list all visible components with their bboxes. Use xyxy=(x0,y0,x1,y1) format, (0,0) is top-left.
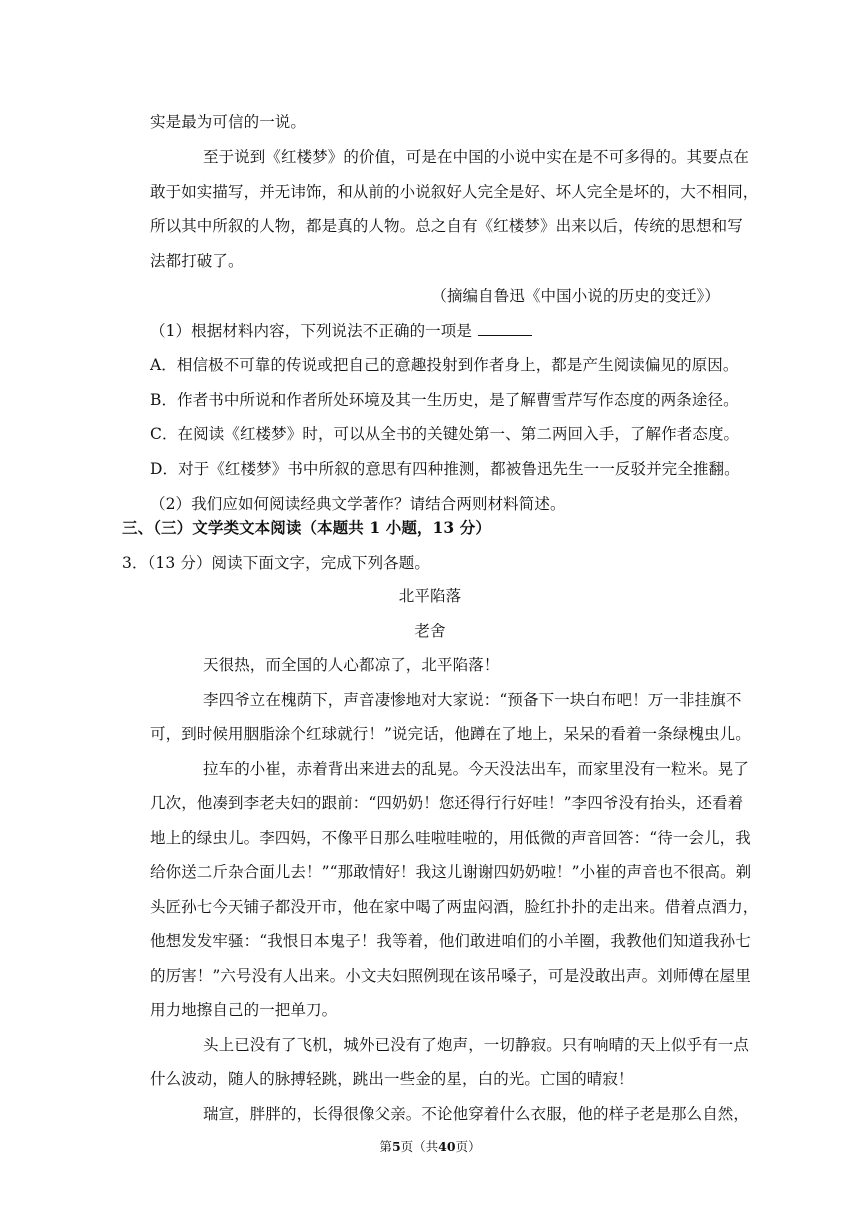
story-line: 几次，他凑到李老夫妇的跟前：“四奶奶！您还得行行好哇！”李四爷没有抬头，还看着 xyxy=(150,794,744,812)
passage-line: 实是最为可信的一说。 xyxy=(150,113,307,131)
passage-line: 所以其中所叙的人物，都是真的人物。总之自有《红楼梦》出来以后，传统的思想和写 xyxy=(150,217,743,235)
footer-middle: 页（共 xyxy=(400,1139,439,1154)
page-number: 5 xyxy=(391,1139,401,1154)
story-line: 什么波动，随人的脉搏轻跳，跳出一些金的星，白的光。亡国的晴寂！ xyxy=(150,1070,634,1088)
option-a: A．相信极不可靠的传说或把自己的意趣投射到作者身上，都是产生阅读偏见的原因。 xyxy=(150,356,739,374)
question-1-text: （1）根据材料内容，下列说法不正确的一项是 xyxy=(150,322,472,340)
story-line: 头上已没有了飞机，城外已没有了炮声，一切静寂。只有响晴的天上似乎有一点 xyxy=(203,1036,750,1054)
question-2: （2）我们应如何阅读经典文学著作？请结合两则材料简述。 xyxy=(150,495,566,513)
story-line: 的厉害！”六号没有人出来。小文夫妇照例现在该吊嗓子，可是没敢出声。刘师傅在屋里 xyxy=(150,967,751,985)
story-title: 北平陷落 xyxy=(398,587,462,605)
story-line: 头匠孙七今天铺子都没开市，他在家中喝了两盅闷酒，脸红扑扑的走出来。借着点酒力， xyxy=(150,898,759,916)
question-3: 3．（13 分）阅读下面文字，完成下列各题。 xyxy=(122,554,430,572)
story-line: 李四爷立在槐荫下，声音凄惨地对大家说：“预备下一块白布吧！万一非挂旗不 xyxy=(203,691,742,709)
footer-prefix: 第 xyxy=(379,1139,392,1154)
option-d: D．对于《红楼梦》书中所叙的意思有四种推测，都被鲁迅先生一一反驳并完全推翻。 xyxy=(150,460,740,478)
section-heading: 三、（三）文学类文本阅读（本题共 1 小题，13 分） xyxy=(122,518,491,537)
page-footer xyxy=(0,1139,860,1155)
story-line: 天很热，而全国的人心都凉了，北平陷落！ xyxy=(203,656,500,674)
option-c: C．在阅读《红楼梦》时，可以从全书的关键处第一、第二两回入手，了解作者态度。 xyxy=(150,425,740,443)
answer-blank xyxy=(478,321,532,336)
story-line: 可，到时候用胭脂涂个红球就行！”说完话，他蹲在了地上，呆呆的看着一条绿槐虫儿。 xyxy=(150,725,751,743)
story-line: 拉车的小崔，赤着背出来进去的乱晃。今天没法出车，而家里没有一粒米。晃了 xyxy=(203,760,750,778)
story-line: 他想发发牢骚：“我恨日本鬼子！我等着，他们敢进咱们的小羊圈，我教他们知道我孙七 xyxy=(150,932,751,950)
story-line: 用力地擦自己的一把单刀。 xyxy=(150,1001,338,1019)
question-1 xyxy=(150,321,532,341)
passage-line: 法都打破了。 xyxy=(150,252,244,270)
footer-suffix: 页） xyxy=(455,1139,481,1154)
story-line: 给你送二斤杂合面儿去！”“那敢情好！我这儿谢谢四奶奶啦！”小崔的声音也不很高。剃 xyxy=(150,863,752,881)
passage-line: 至于说到《红楼梦》的价值，可是在中国的小说中实在是不可多得的。其要点在 xyxy=(203,148,750,166)
passage-line: 敢于如实描写，并无讳饰，和从前的小说叙好人完全是好、坏人完全是坏的，大不相同， xyxy=(150,183,759,201)
story-author: 老舍 xyxy=(414,622,446,640)
source-citation: （摘编自鲁迅《中国小说的历史的变迁》） xyxy=(431,287,720,305)
story-line: 地上的绿虫儿。李四妈，不像平日那么哇啦哇啦的，用低微的声音回答：“待一会儿，我 xyxy=(150,829,751,847)
total-pages: 40 xyxy=(438,1139,456,1154)
story-line: 瑞宣，胖胖的，长得很像父亲。不论他穿着什么衣服，他的样子老是那么自然， xyxy=(203,1105,750,1123)
option-b: B．作者书中所说和作者所处环境及其一生历史，是了解曹雪芹写作态度的两条途径。 xyxy=(150,391,739,409)
